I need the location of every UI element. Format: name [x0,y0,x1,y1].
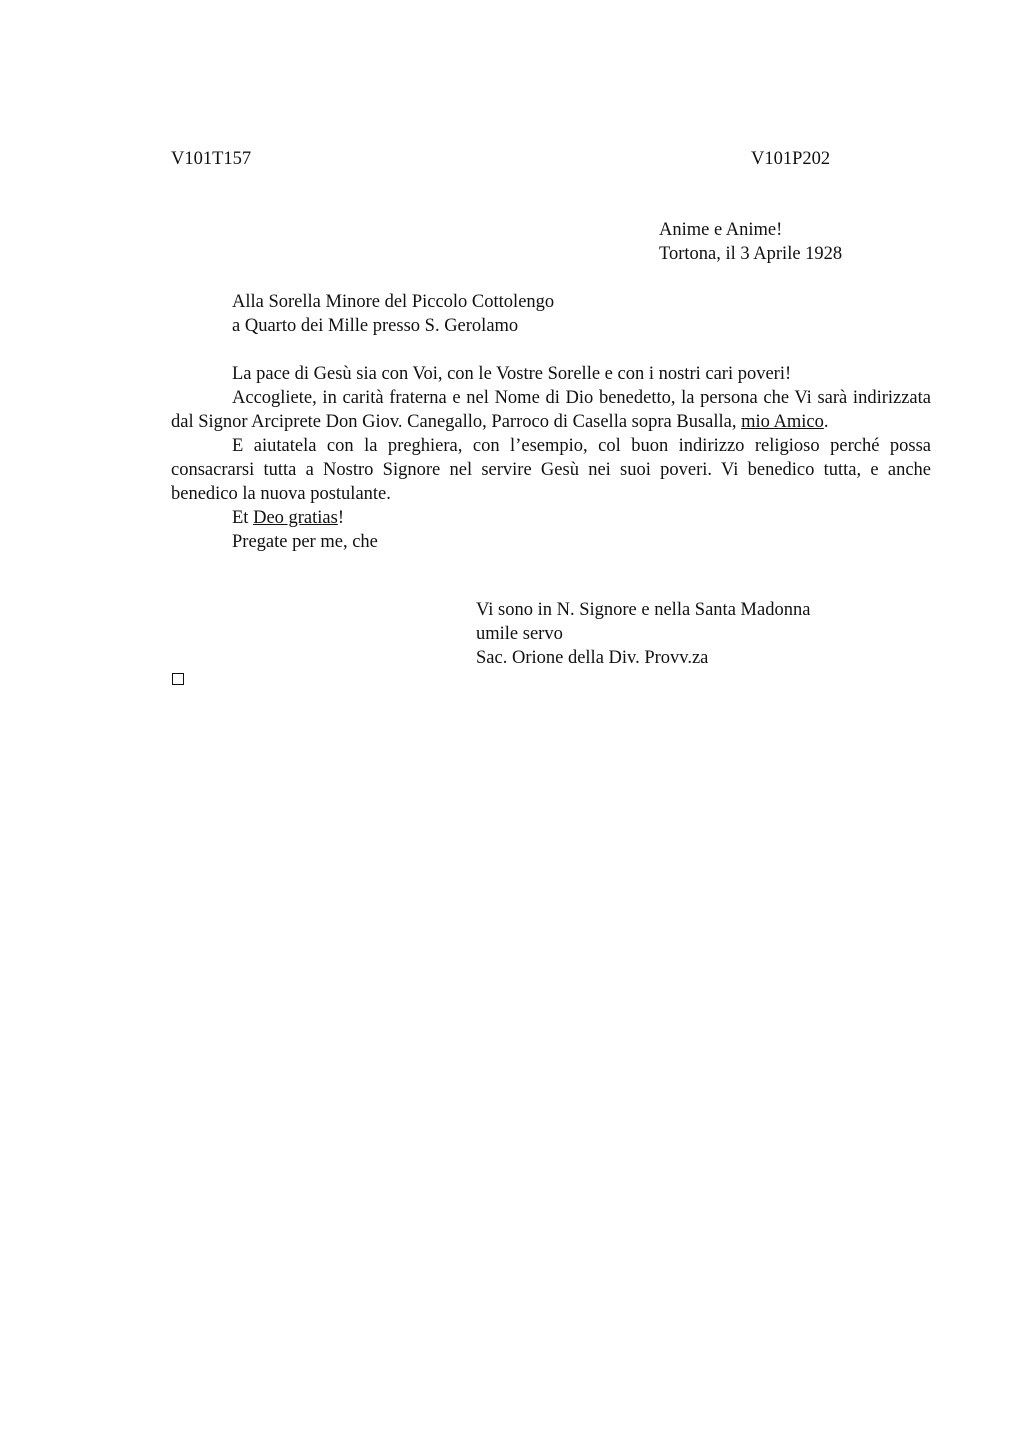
paragraph-deo-gratias [171,506,931,530]
square-box-icon [172,673,184,685]
recipient-address-line-1: Alla Sorella Minore del Piccolo Cottolengo [232,292,555,312]
underlined-mio-amico: mio Amico [741,412,824,432]
closing-line-2: umile servo [476,624,563,644]
paragraph-welcome [171,386,931,434]
paragraph-help: E aiutatela con la preghiera, con l’esempio, col buon indirizzo religioso perché possa consacrarsi tutta a Nostro Signore nel servire Gesù nei suoi poveri. Vi benedico tutta, e anche benedico la nuova postulante. [171,436,931,504]
signature-line: Sac. Orione della Div. Provv.za [476,648,709,668]
recipient-address-line-2: a Quarto dei Mille presso S. Gerolamo [232,316,519,336]
letter-motto: Anime e Anime! [659,220,783,240]
deo-gratias-start: Et [232,508,254,528]
underlined-deo-gratias: Deo gratias [253,508,338,528]
letter-body [171,362,931,554]
deo-gratias-end: ! [337,508,345,528]
document-reference-left: V101T157 [171,149,252,169]
letter-dateline: Tortona, il 3 Aprile 1928 [659,244,843,264]
paragraph-welcome-end: . [823,412,829,432]
paragraph-greeting: La pace di Gesù sia con Voi, con le Vostre Sorelle e con i nostri cari poveri! [232,364,792,384]
closing-line-1: Vi sono in N. Signore e nella Santa Madonna [476,600,811,620]
paragraph-welcome-text: Accogliete, in carità fraterna e nel Nome di Dio benedetto, la persona che Vi sarà indirizzata dal Signor Arciprete Don Giov. Canegallo, Parroco di Casella sopra Busalla, [171,388,931,432]
paragraph-pray: Pregate per me, che [232,532,378,552]
document-reference-right: V101P202 [751,149,831,169]
